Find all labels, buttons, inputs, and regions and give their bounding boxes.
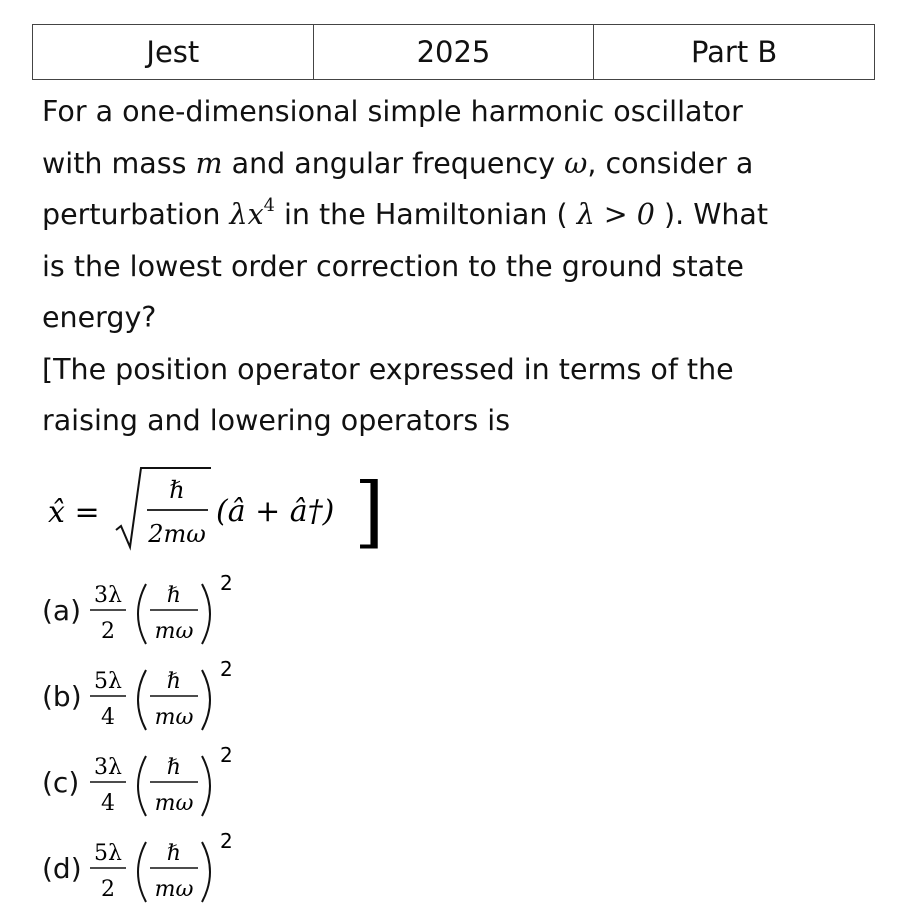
exponent: 2 [220,830,233,853]
coefficient-denominator: 2 [101,619,115,644]
text-segment: and angular frequency [222,146,565,180]
perturbation-power: 4 [263,195,275,216]
inner-denominator: mω [154,791,194,816]
inner-numerator: ℏ [166,841,182,866]
exponent: 2 [220,744,233,767]
inner-numerator: ℏ [166,755,182,780]
option-label: (a) [42,594,82,627]
right-paren [202,842,210,902]
option-c[interactable] [42,744,302,824]
coefficient-denominator: 4 [101,705,115,730]
inner-denominator: mω [154,877,194,902]
option-label: (c) [42,766,80,799]
header-table [32,24,875,80]
formula-operator-sum: (â + â†) [216,494,335,529]
mass-symbol: m [195,146,223,180]
coefficient-denominator: 4 [101,791,115,816]
exam-part-cell: Part B [594,25,875,80]
option-b[interactable] [42,658,302,738]
question-line-1: For a one-dimensional simple harmonic oscillator [42,95,743,128]
coefficient-numerator: 3λ [94,583,122,608]
exam-year-cell: 2025 [313,25,594,80]
option-d[interactable] [42,830,302,910]
option-c-expression [84,744,284,824]
position-operator-formula [44,460,384,560]
right-paren [202,584,210,644]
option-a-expression [84,572,284,652]
question-line-4: is the lowest order correction to the ground state [42,249,744,283]
option-d-expression [84,830,284,910]
question-line-2 [42,138,892,190]
formula-numerator: ℏ [169,476,185,504]
coefficient-denominator: 2 [101,877,115,902]
inner-denominator: mω [154,705,194,730]
perturbation-term: λx [229,198,264,231]
coefficient-numerator: 5λ [94,841,122,866]
text-segment: perturbation [42,198,230,231]
left-paren [138,584,146,644]
exponent: 2 [220,658,233,681]
left-paren [138,670,146,730]
right-paren [202,670,210,730]
formula-lhs: x̂ = [48,495,100,530]
option-label: (b) [42,680,82,713]
question-line-6: [The position operator expressed in terms of the [42,352,734,386]
frequency-symbol: ω [564,146,588,180]
right-paren [202,756,210,816]
option-a[interactable] [42,572,302,652]
formula-denominator: 2mω [148,520,206,548]
inner-denominator: mω [154,619,194,644]
question-line-7: raising and lowering operators is [42,404,511,437]
exam-name-cell: Jest [33,25,314,80]
coefficient-numerator: 3λ [94,755,122,780]
exponent: 2 [220,572,233,595]
formula-closing-bracket: ] [354,467,384,557]
option-label: (d) [42,852,82,885]
left-paren [138,756,146,816]
header-row [33,25,875,80]
text-segment: ). What [654,198,769,231]
text-segment: with mass [42,146,196,180]
coefficient-numerator: 5λ [94,669,122,694]
text-segment: , consider a [587,146,754,180]
question-line-3 [42,189,892,241]
option-b-expression [84,658,284,738]
inner-numerator: ℏ [166,583,182,608]
lambda-condition: λ > 0 [576,198,655,231]
question-text [42,86,892,447]
text-segment: in the Hamiltonian ( [274,198,577,231]
question-line-5: energy? [42,301,157,334]
left-paren [138,842,146,902]
inner-numerator: ℏ [166,669,182,694]
